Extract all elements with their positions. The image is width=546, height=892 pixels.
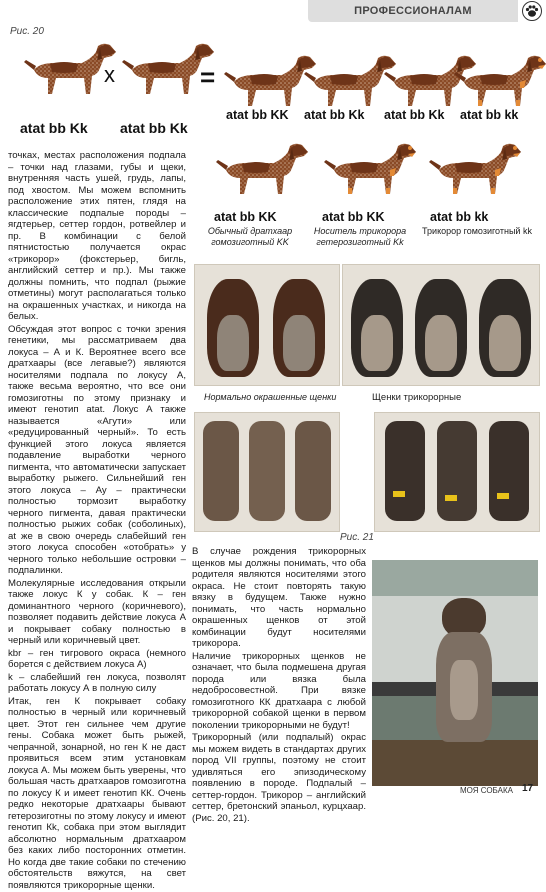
right-text-column (192, 546, 366, 825)
equals-symbol: = (200, 62, 216, 92)
paragraph: Итак, ген К покрывает собаку полностью в черный или коричневый цвет. Этот ген сильнее чем другие гены. Собака может быть рыжей, чепрачной, зонарной, но ген К не даст проявиться всем этим установкам локуса А. Мы можем быть уверены, что большая часть дратхааров гомозиготна по локусу К и имеет генотип КК. Очень редко некоторые дратхаары бывают гетерозиготны по этому локусу и имеют генотип Кk, собака при этом выглядит абсолютно нормальным дратхааром без каких либо посторонних отметин. Но когда две такие собаки по стечению обстоятельств вяжутся, на свет появляются трикоpорные щенки. (8, 695, 186, 891)
caption-carrier: Носитель трикоpора гетерозиготный Kk (313, 226, 407, 247)
paragraph: Молекулярные исследования открыли также локус К у собак. К – ген доминантного черного (коричневого), позволяет подавить действие локуса А и покрывает собаку полностью в черный или коричневый цвет. (8, 577, 186, 646)
offspring-genotype-4: atat bb kk (460, 108, 519, 122)
offspring-dog-3 (384, 56, 476, 106)
row2-genotype-2: atat bb KK (322, 210, 385, 224)
photo-tricolor-puppies (342, 264, 540, 386)
offspring-genotype-2: atat bb Kk (304, 108, 365, 122)
arrow-marker-2 (445, 495, 457, 501)
parent-genotype-2: atat bb Kk (120, 120, 188, 136)
figure-21-label: Рис. 21 (340, 532, 374, 543)
paragraph: k – слабейший ген локуса, позволят работать локусу А в полную силу (8, 671, 186, 694)
offspring-genotype-3: atat bb Kk (384, 108, 445, 122)
photo-tricolor-puppies-back (374, 412, 540, 532)
footer-magazine: МОЯ СОБАКА (460, 786, 513, 795)
figure-20-label: Рис. 20 (10, 26, 44, 37)
row2-genotype-3: atat bb kk (430, 210, 489, 224)
parent-genotype-1: atat bb Kk (20, 120, 88, 136)
row2-dog-1 (216, 144, 308, 194)
cross-symbol: x (104, 62, 115, 87)
caption-homozygous: Обычный дратхаар гомозиготный KK (207, 226, 293, 247)
arrow-marker-3 (497, 493, 509, 499)
paragraph: В случае рождения трикоpорных щенков мы должны понимать, что оба родителя являются носителями этого окраса. Не стоит повторять такую вязку в будущем. Также нужно понимать, что часть нормально окрашенных щенков от этой комбинации будут носителями трикоpора. (192, 546, 366, 649)
caption-tricolor-puppies: Щенки трикоpорные (372, 392, 462, 403)
offspring-dog-2 (304, 56, 396, 106)
section-title: ПРОФЕССИОНАЛАМ (308, 0, 518, 22)
paragraph: Обсуждая этот вопрос с точки зрения генетики, мы рассматриваем два локуса – А и К. Вероятнее всего все дратхаары (все легавые?) являются носителями подпала по локусу А, также весьма вероятно, что все они гомозиготны по этому признаку и имеют генотип atat. Локус А также называется «Агути» или «редуцированный черный». То есть функцией этого локуса является подавление выработки черного пигмента, что автоматически запускает выработку рыжего. Сильнейший ген этого локуса – Ay – практически полностью тормозит выработку черного пигмента, давая практически полностью рыжих собак (соболиных), at же в свою очередь слабейший ген этого локуса способен «отобрать» у черного только небольшие островки – подпалинки. (8, 323, 186, 576)
paragraph: kbr – ген тигрового окраса (немного борется с действием локуса А) (8, 647, 186, 670)
paragraph: Наличие трикоpорных щенков не означает, что была подмешена другая порода или вязка была недобросовестной. При вязке гомозиготного КК дратхаара с любой трикоpорной собакой щенки в первом поколении трикоpорными не будут! (192, 650, 366, 731)
paw-icon (522, 1, 542, 21)
caption-tricolor: Трикоpор гомозиготный kk (422, 226, 532, 236)
offspring-dog-1 (224, 56, 316, 106)
arrow-marker-1 (393, 491, 405, 497)
row2-dog-2 (324, 144, 416, 194)
row2-dog-3 (429, 144, 521, 194)
photo-normal-puppies-back (194, 412, 340, 532)
caption-normal-puppies: Нормально окрашенные щенки (204, 392, 337, 402)
photo-normal-puppies (194, 264, 340, 386)
offspring-genotype-1: atat bb KK (226, 108, 289, 122)
photo-dog-truck (372, 560, 538, 786)
parent-dog-1 (24, 44, 116, 94)
page-number: 17 (522, 783, 534, 794)
row2-genotype-1: atat bb KK (214, 210, 277, 224)
paragraph: точках, местах расположения подпала – точки над глазами, губы и щеки, внутренняя часть ушей, грудь, лапы, под хвостом. Мы можем вспомнить расположение этих пятен, глядя на классические подпалые породы – ягдтерьер, сеттер гордон, ротвейлер и пр. В комбинации с белой пятнистостью получается окрас «трикоpор» (фокстерьер, бигль, английский сеттер и пр.). Мы также должны помнить, что подпал (рыжие отметины) могут располагаться только на окрашенных участках, и никогда на белых. (8, 150, 186, 322)
left-text-column (8, 150, 186, 892)
paragraph: Трикоpорный (или подпалый) окрас мы можем видеть в стандартах других пород VII группы, поэтому не стоит удивляться его эпизодическому появлению в породе. Подпалый – сеттер-гордон. Трикоpор – английский сеттер, бретонский эпаньол, курцхаар. (Рис. 20, 21). (192, 732, 366, 824)
